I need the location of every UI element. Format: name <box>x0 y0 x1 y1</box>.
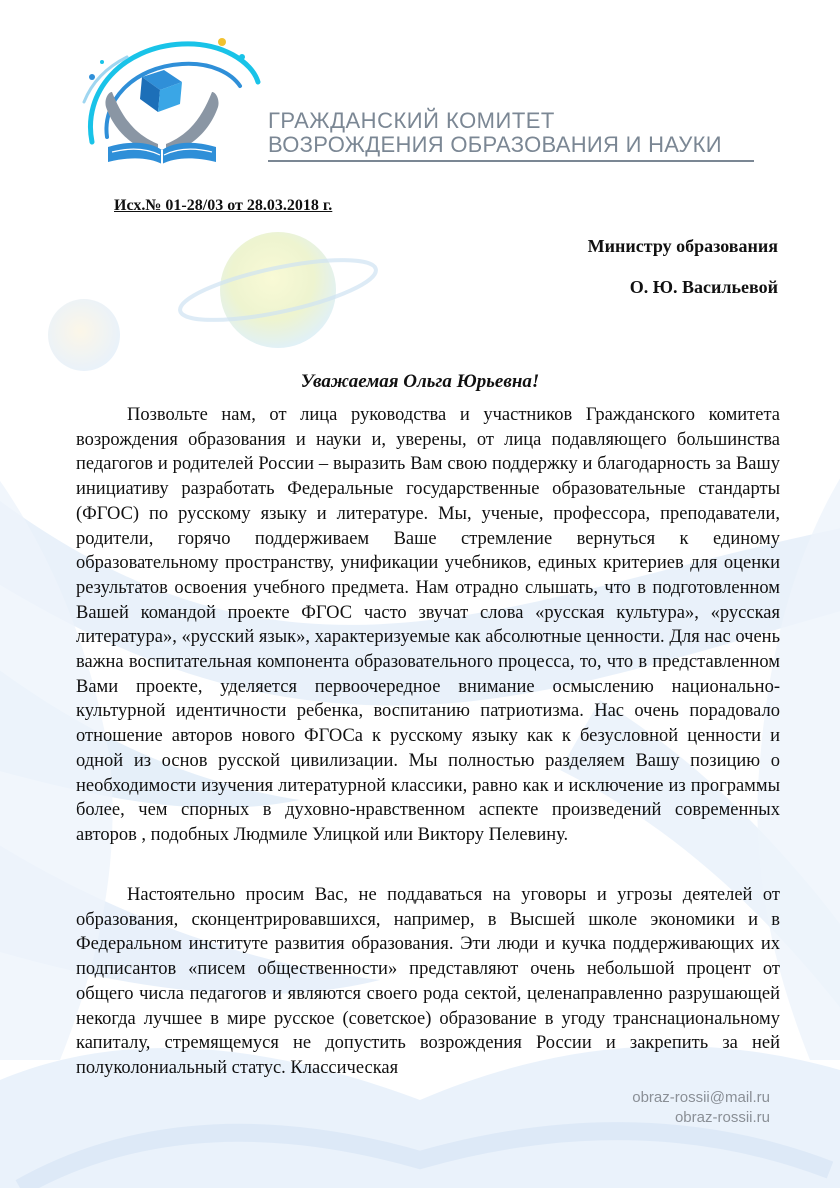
addressee-name: О. Ю. Васильевой <box>629 277 778 297</box>
paragraph-text: Позвольте нам, от лица руководства и участников Гражданского комитета возрождения образования и науки и, уверены, от лица подавляющего большинства педагогов и родителей России – выразить Вам свою поддержку и благодарность за Вашу инициативу разработать Федеральные государственные образовательные стандарты (ФГОС) по русскому языку и литературе. Мы, ученые, профессора, преподаватели, родители, горячо поддерживаем Ваше стремление вернуться к единому образовательному пространству, унификации учебников, единых критериев для оценки результатов освоения учебного предмета. Нам отрадно слышать, что в подготовленном Вашей командой проекте ФГОС часто звучат слова «русская культура», «русская литература», «русский язык», характеризуемые как абсолютные ценности. Для нас очень важна воспитательная компонента образовательного процесса, то, что в представленном Вами проекте, уделяется первоочередное внимание осмыслению национально-культурной идентичности ребенка, воспитанию патриотизма. Нас очень порадовало отношение авторов нового ФГОСа к русскому языку как к безусловной ценности и одной из основ русской цивилизации. Мы полностью разделяем Вашу позицию о необходимости изучения литературной классики, равно как и исключение из программы более, чем спорных в духовно-нравственном аспекте произведений современных авторов , подобных Людмиле Улицкой или Виктору Пелевину. <box>76 405 780 845</box>
planet-orb <box>220 232 336 348</box>
addressee-title: Министру образования <box>587 236 778 256</box>
outgoing-reference: Исх.№ 01-28/03 от 28.03.2018 г. <box>114 197 333 214</box>
addressee-block <box>588 226 778 308</box>
paragraph-text: Настоятельно просим Вас, не поддаваться на уговоры и угрозы деятелей от образования, сконцентрировавшихся, например, в Высшей школе экономики и в Федеральном институте развития образования. Эти люди и кучка поддерживающих их подписантов «писем общественности» представляют очень небольшой процент от общего числа педагогов и являются своего рода сектой, целенаправленно разрушающей некогда лучшее в мире русское (советское) образование в угоду транснациональному капиталу, стремящемуся не допустить возрождения России и закрепить за ней полуколониальный статус. Классическая <box>76 885 780 1078</box>
org-logo <box>72 22 262 172</box>
header-divider <box>268 160 754 162</box>
org-name-line1: ГРАЖДАНСКИЙ КОМИТЕТ <box>268 108 555 133</box>
contact-website[interactable]: obraz-rossii.ru <box>674 1109 770 1126</box>
contact-email[interactable]: obraz-rossii@mail.ru <box>632 1089 770 1106</box>
org-name <box>268 110 722 156</box>
planet-orb-small <box>48 299 120 371</box>
footer-contacts <box>632 1088 770 1128</box>
letter-body-paragraph-2 <box>76 883 780 1081</box>
letter-body-paragraph-1 <box>76 403 780 848</box>
greeting: Уважаемая Ольга Юрьевна! <box>300 371 540 392</box>
org-name-line2: ВОЗРОЖДЕНИЯ ОБРАЗОВАНИЯ И НАУКИ <box>268 132 722 157</box>
